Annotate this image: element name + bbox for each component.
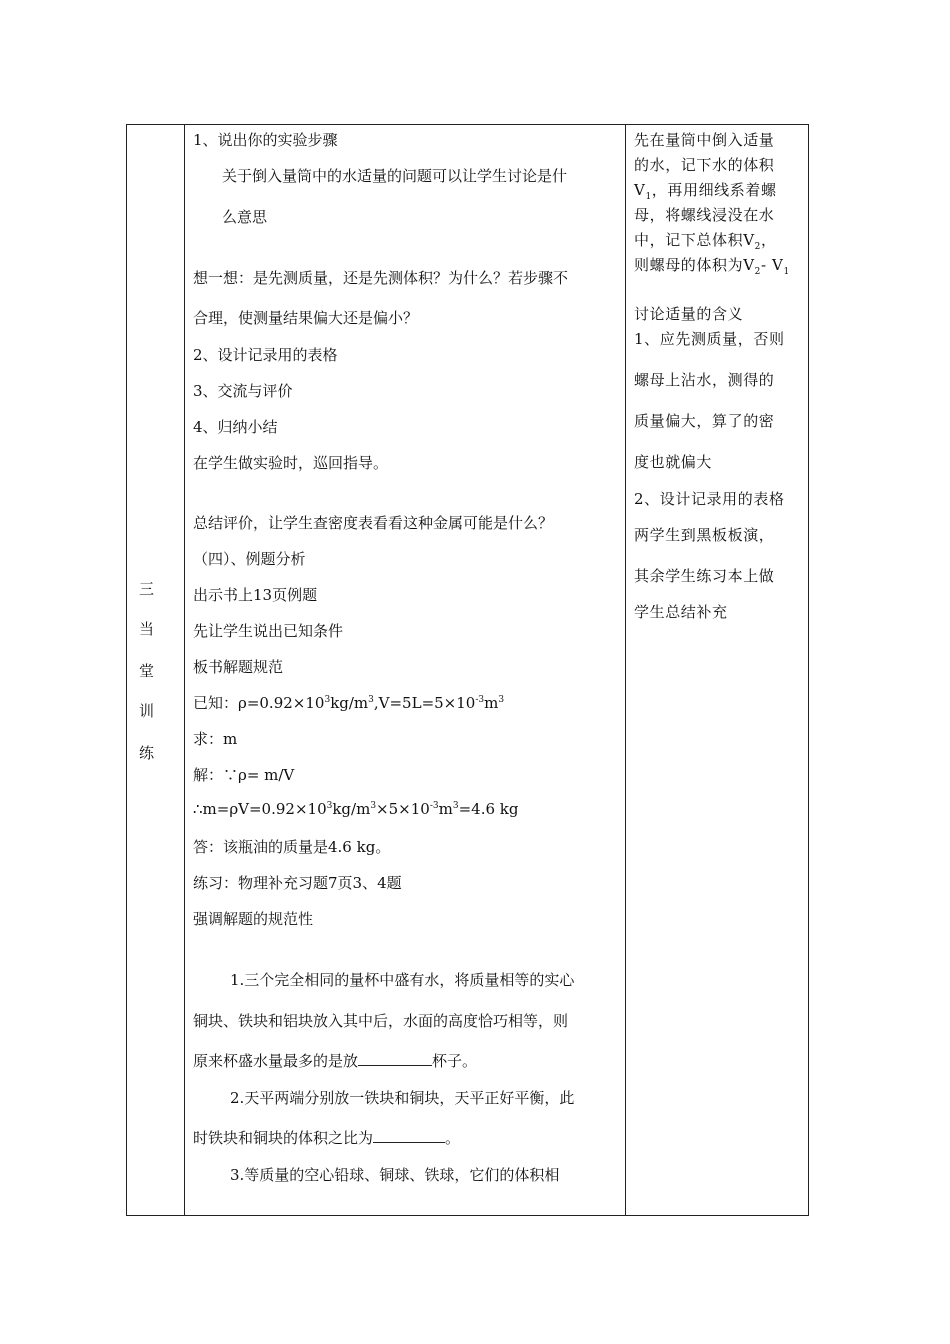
practice-line: 练习：物理补充习题7页3、4题 <box>193 874 402 892</box>
question-1-line-1: 1.三个完全相同的量杯中盛有水，将质量相等的实心 <box>230 971 575 989</box>
answer-blank <box>373 1128 445 1143</box>
section-label-line-2: 堂 训 <box>139 662 164 720</box>
question-2-line-2: 时铁块和铜块的体积之比为 。 <box>193 1129 461 1147</box>
section-label-line-3: 练 <box>139 744 164 762</box>
content-line: 4、归纳小结 <box>193 418 278 436</box>
content-line: 总结评价，让学生查密度表看看这种金属可能是什么？ <box>193 514 554 532</box>
activity-line: 先在量筒中倒入适量 <box>634 131 775 149</box>
content-line: 3、交流与评价 <box>193 382 293 400</box>
activity-line: 中，记下总体积$V_2$， <box>634 231 777 252</box>
activity-line: 讨论适量的含义 <box>634 305 744 323</box>
activity-line: 两学生到黑板板演， <box>634 526 775 544</box>
question-3-line-1: 3.等质量的空心铅球、铜球、铁球，它们的体积相 <box>230 1166 560 1184</box>
content-line: 在学生做实验时，巡回指导。 <box>193 454 389 472</box>
activity-line: 母，将螺线浸没在水 <box>634 206 775 224</box>
activity-line: 2、设计记录用的表格 <box>634 490 785 508</box>
answer-line: 答：该瓶油的质量是4.6 kg。 <box>193 838 391 856</box>
activity-line: $V_1$，再用细线系着螺 <box>634 181 777 202</box>
lesson-table <box>126 124 809 1216</box>
question-2-line-1: 2.天平两端分别放一铁块和铜块，天平正好平衡，此 <box>230 1089 575 1107</box>
activity-line: 螺母上沾水，测得的 <box>634 371 775 389</box>
seek-line: 求：m <box>193 730 238 748</box>
content-line: 板书解题规范 <box>193 658 284 676</box>
known-conditions: 已知：$\rho=0.92\times 10^3kg/m^3,V=5L=5\times 10^{-3}m^3$ <box>193 694 505 712</box>
content-line: （四）、例题分析 <box>193 550 306 568</box>
content-line: 2、设计记录用的表格 <box>193 346 338 364</box>
activity-line: 1、应先测质量，否则 <box>634 330 785 348</box>
student-activity-cell <box>626 125 809 1216</box>
content-line: 想一想：是先测质量，还是先测体积？为什么？若步骤不 <box>193 269 569 287</box>
solve-line: 解：∵ρ= m/V <box>193 766 295 784</box>
question-1-line-3: 原来杯盛水量最多的是放 杯子。 <box>193 1052 478 1070</box>
content-line: 出示书上13页例题 <box>193 586 318 604</box>
content-line: 么意思 <box>222 208 268 226</box>
answer-blank <box>358 1051 432 1066</box>
activity-line: 的水，记下水的体积 <box>634 156 775 174</box>
activity-line: 质量偏大，算了的密 <box>634 412 775 430</box>
activity-line: 学生总结补充 <box>634 603 728 621</box>
calc-line: $\therefore m=\rho V=0.92\times 10^3kg/m^3\times 5\times 10^{-3}m^3=4.6$ kg <box>193 800 519 818</box>
content-line: 关于倒入量筒中的水适量的问题可以让学生讨论是什 <box>222 167 568 185</box>
content-line: 1、说出你的实验步骤 <box>193 131 338 149</box>
content-line: 合理，使测量结果偏大还是偏小？ <box>193 309 419 327</box>
activity-line: 度也就偏大 <box>634 453 713 471</box>
teaching-content-cell <box>185 125 626 1216</box>
content-line: 先让学生说出已知条件 <box>193 622 344 640</box>
activity-line: 其余学生练习本上做 <box>634 567 775 585</box>
section-label-cell <box>127 125 185 1216</box>
activity-line: 则螺母的体积为$V_2-$ $V_1$ <box>634 256 790 277</box>
section-label-line-1: 三 当 <box>139 580 164 638</box>
emphasis-line: 强调解题的规范性 <box>193 910 314 928</box>
question-1-line-2: 铜块、铁块和铝块放入其中后，水面的高度恰巧相等，则 <box>193 1012 569 1030</box>
